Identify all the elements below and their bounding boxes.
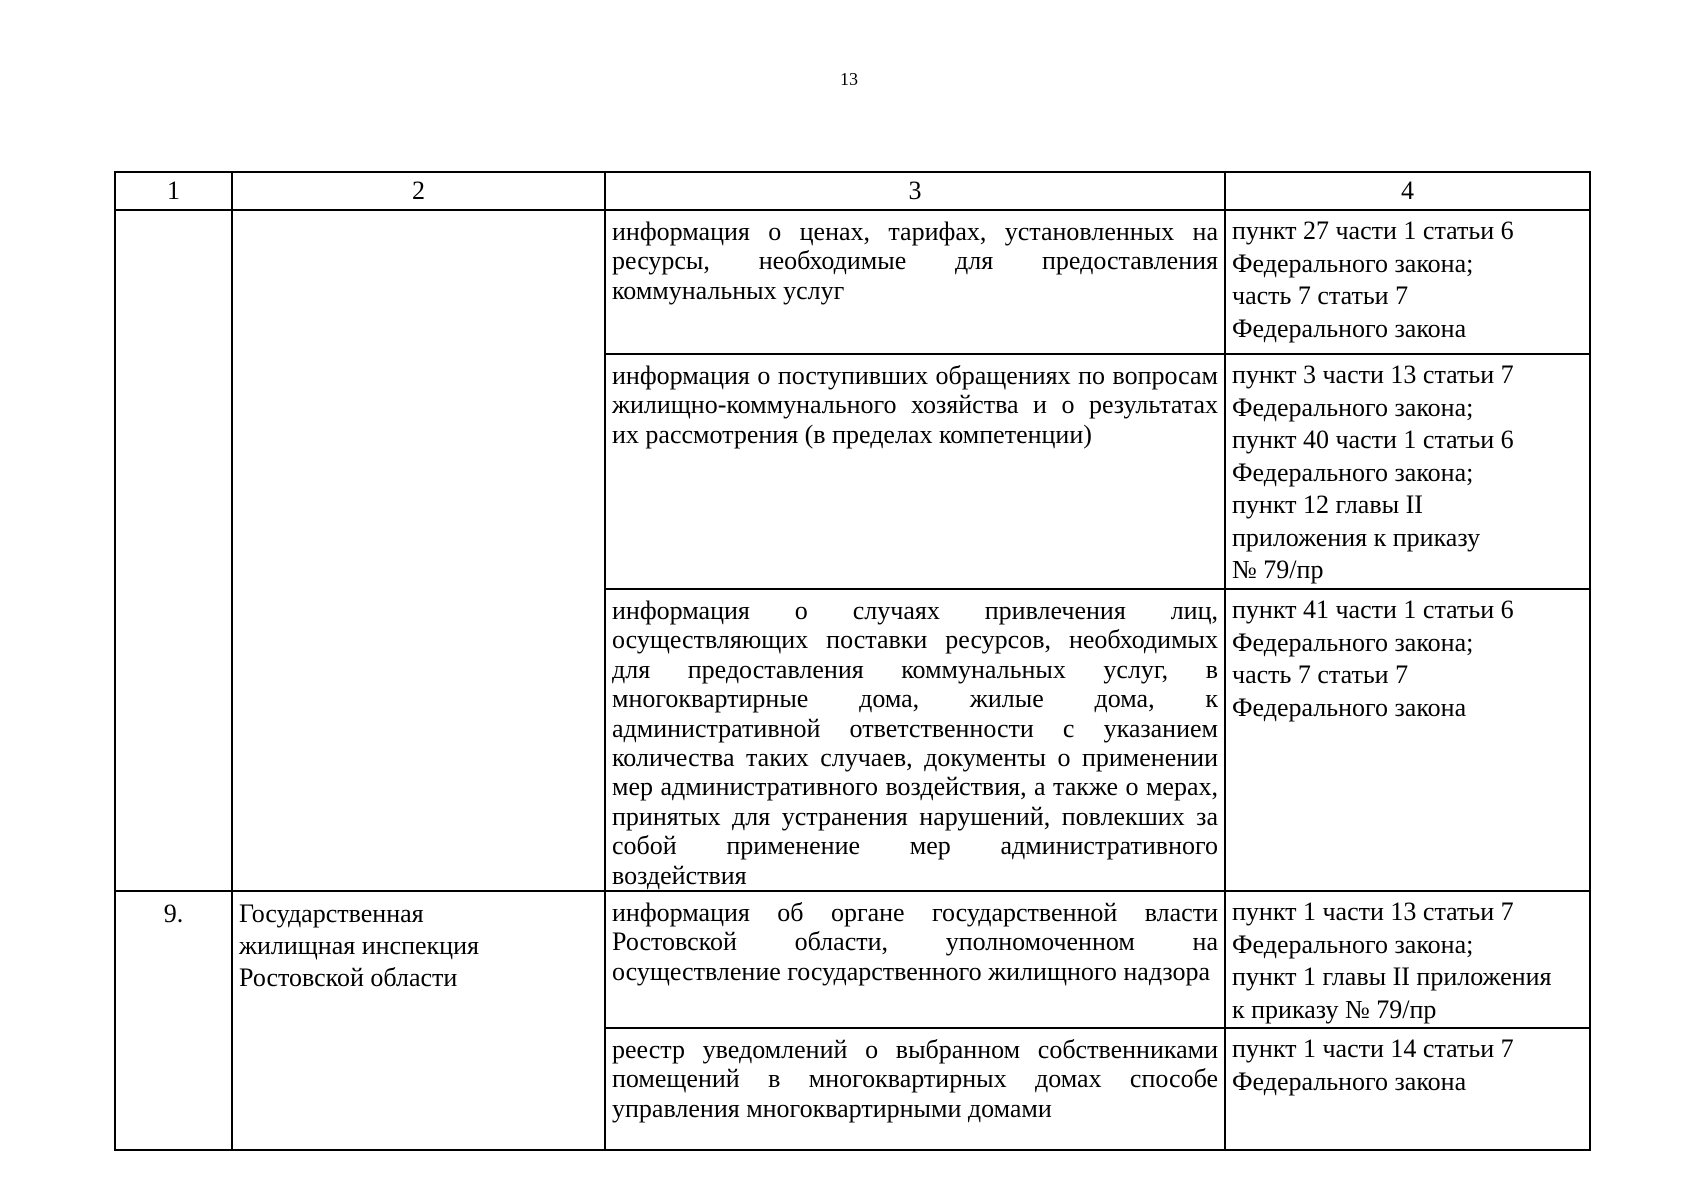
header-row <box>115 172 1590 210</box>
table-row <box>115 210 1590 354</box>
organization-line: Государственная <box>239 899 424 929</box>
legal-basis-cell <box>1225 1028 1590 1150</box>
organization-line: Ростовской области <box>239 963 458 993</box>
legal-basis-line: Федерального закона; <box>1232 392 1474 422</box>
legal-basis-line: Федерального закона; <box>1232 627 1474 657</box>
header-col-4: 4 <box>1225 172 1590 210</box>
item-number-cell <box>115 210 232 891</box>
info-cell: реестр уведомлений о выбранном собственниками помещений в многоквартирных домах способе управления многоквартирными домами <box>605 1028 1225 1150</box>
legal-basis-line: пункт 27 части 1 статьи 6 <box>1232 216 1514 245</box>
legal-table <box>114 171 1591 1151</box>
info-cell: информация о случаях привлечения лиц, осуществляющих поставки ресурсов, необходимых для предоставления коммунальных услуг, в многоквартирные дома, жилые дома, к административной ответственности с указанием количества таких случаев, документы о применении мер административного воздействия, а также о мерах, принятых для устранения нарушений, повлекших за собой применение мер административного воздействия <box>605 589 1225 891</box>
legal-basis-line: пункт 40 части 1 статьи 6 <box>1232 425 1514 454</box>
legal-basis-line: пункт 41 части 1 статьи 6 <box>1232 595 1514 624</box>
legal-basis-cell <box>1225 210 1590 354</box>
legal-basis-line: Федерального закона <box>1232 1066 1467 1096</box>
legal-basis-line: часть 7 статьи 7 <box>1232 660 1409 689</box>
page-number: 13 <box>840 69 858 89</box>
legal-basis-line: Федерального закона; <box>1232 929 1474 959</box>
item-number-cell: 9. <box>115 891 232 1150</box>
legal-basis-line: к приказу № 79/пр <box>1232 994 1437 1024</box>
info-cell: информация о ценах, тарифах, установленных на ресурсы, необходимые для предоставления коммунальных услуг <box>605 210 1225 354</box>
header-col-3: 3 <box>605 172 1225 210</box>
organization-line: жилищная инспекция <box>239 931 479 961</box>
legal-basis-cell <box>1225 891 1590 1028</box>
info-cell: информация об органе государственной власти Ростовской области, уполномоченном на осуществление государственного жилищного надзора <box>605 891 1225 1028</box>
legal-basis-line: Федерального закона; <box>1232 457 1474 487</box>
organization-cell <box>232 891 605 1150</box>
legal-basis-cell <box>1225 354 1590 589</box>
header-col-2: 2 <box>232 172 605 210</box>
header-col-1: 1 <box>115 172 232 210</box>
legal-basis-line: пункт 1 главы II приложения <box>1232 962 1552 992</box>
legal-basis-line: пункт 1 части 13 статьи 7 <box>1232 897 1514 927</box>
legal-basis-line: часть 7 статьи 7 <box>1232 281 1409 310</box>
legal-basis-line: пункт 1 части 14 статьи 7 <box>1232 1034 1514 1064</box>
legal-basis-line: пункт 3 части 13 статьи 7 <box>1232 360 1514 389</box>
legal-basis-line: Федерального закона <box>1232 313 1467 343</box>
info-cell: информация о поступивших обращениях по вопросам жилищно-коммунального хозяйства и о результатах их рассмотрения (в пределах компетенции) <box>605 354 1225 589</box>
legal-basis-line: Федерального закона; <box>1232 248 1474 278</box>
legal-basis-line: № 79/пр <box>1232 555 1324 584</box>
organization-cell <box>232 210 605 891</box>
table-row <box>115 891 1590 1028</box>
legal-basis-cell <box>1225 589 1590 891</box>
legal-basis-line: пункт 12 главы II <box>1232 490 1423 519</box>
legal-basis-line: приложения к приказу <box>1232 522 1481 552</box>
legal-basis-line: Федерального закона <box>1232 692 1467 722</box>
